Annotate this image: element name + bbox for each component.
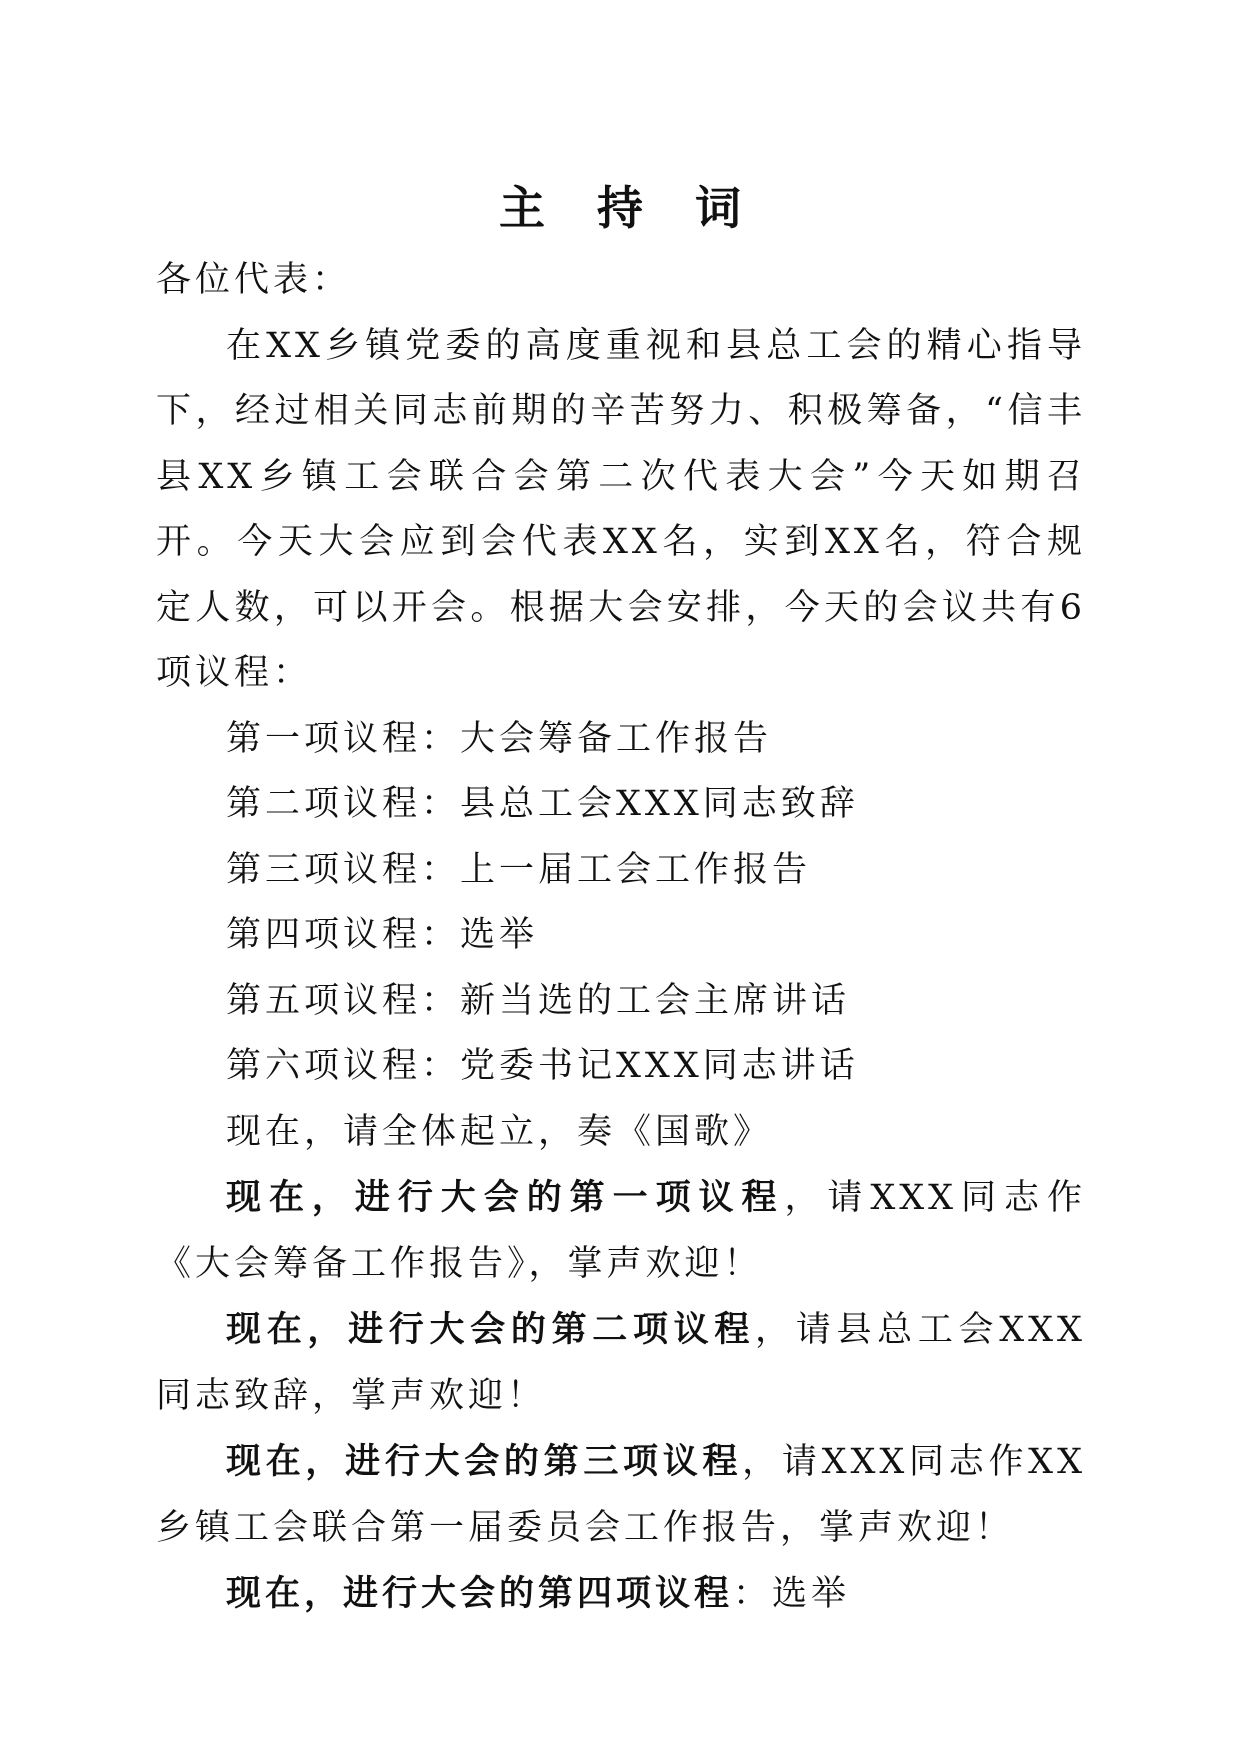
document-body	[156, 248, 1086, 1628]
proceeding-paragraph-3	[156, 1429, 1086, 1561]
proceeding-paragraph-2	[156, 1297, 1086, 1429]
proceeding-heading-2: 现在，进行大会的第二项议程	[226, 1309, 756, 1350]
proceeding-text-1: ，请XXX同志作《大会筹备工作报告》，掌声欢迎！	[156, 1178, 1086, 1284]
proceeding-paragraph-4	[156, 1561, 1086, 1628]
proceeding-heading-4: 现在，进行大会的第四项议程	[226, 1573, 734, 1614]
agenda-item-5: 第五项议程：新当选的工会主席讲话	[226, 980, 851, 1021]
anthem-line: 现在，请全体起立，奏《国歌》	[226, 1111, 773, 1152]
agenda-item-3: 第三项议程：上一届工会工作报告	[226, 849, 812, 890]
document-title: 主 持 词	[498, 181, 760, 235]
agenda-item-1: 第一项议程：大会筹备工作报告	[226, 718, 773, 759]
proceeding-text-4: ：选举	[733, 1574, 851, 1614]
proceeding-text-3: ，请XXX同志作XX乡镇工会联合第一届委员会工作报告，掌声欢迎！	[156, 1442, 1086, 1548]
proceeding-heading-3: 现在，进行大会的第三项议程	[226, 1441, 743, 1482]
salutation: 各位代表：	[156, 260, 352, 300]
proceeding-paragraph-1	[156, 1165, 1086, 1297]
intro-paragraph: 在XX乡镇党委的高度重视和县总工会的精心指导下，经过相关同志前期的辛苦努力、积极筹备，“信丰县XX乡镇工会联合会第二次代表大会”今天如期召开。今天大会应到会代表XX名，实到XX名，符合规定人数，可以开会。根据大会安排，今天的会议共有6项议程：	[156, 325, 1086, 693]
proceeding-text-2: ，请县总工会XXX同志致辞，掌声欢迎！	[156, 1310, 1086, 1416]
proceeding-heading-1: 现在，进行大会的第一项议程	[226, 1177, 785, 1218]
agenda-item-6: 第六项议程：党委书记XXX同志讲话	[226, 1046, 859, 1086]
agenda-item-4: 第四项议程：选举	[226, 915, 539, 955]
agenda-item-2: 第二项议程：县总工会XXX同志致辞	[226, 784, 859, 824]
